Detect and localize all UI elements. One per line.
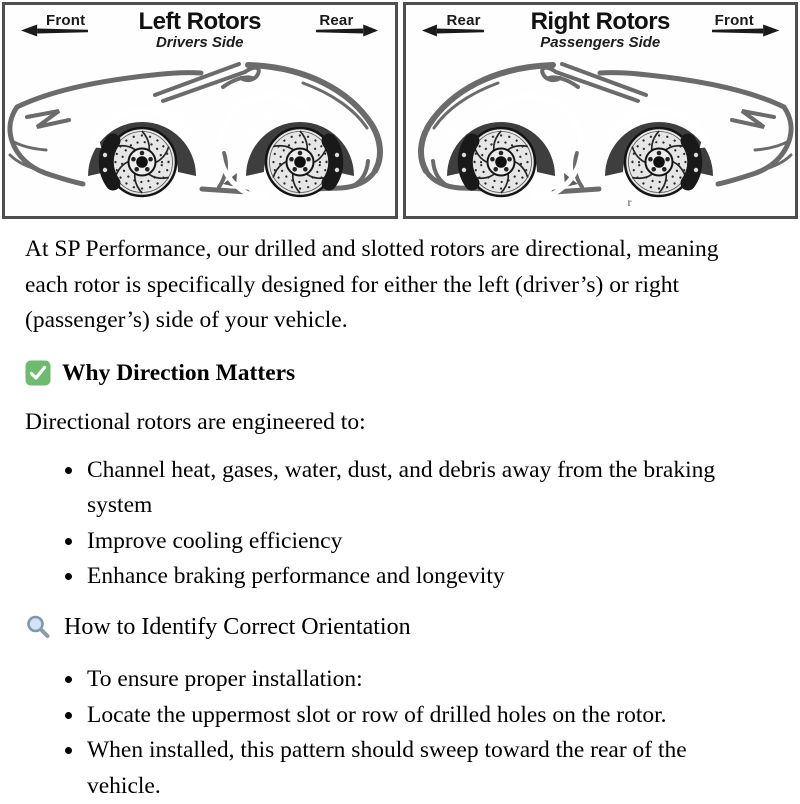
rotation-text-front: Rotation bbox=[148, 95, 206, 145]
front-direction-label bbox=[712, 12, 757, 37]
list-item: • Channel heat, gases, water, dust, and debris away from the braking system bbox=[85, 453, 755, 524]
right-arrow-icon bbox=[316, 24, 378, 37]
rear-label-text: Rear bbox=[319, 12, 354, 29]
rear-label-text: Rear bbox=[446, 12, 481, 29]
right-arrow-icon bbox=[712, 24, 779, 37]
installation-list bbox=[25, 662, 755, 804]
rotor-direction-diagram bbox=[0, 0, 800, 219]
rotation-text-rear: Rotation bbox=[443, 94, 503, 142]
why-direction-matters-heading bbox=[25, 356, 755, 392]
scan-artifact: r bbox=[627, 195, 632, 209]
list-item: • To ensure proper installation: bbox=[85, 662, 755, 698]
benefits-list bbox=[25, 453, 755, 595]
engineered-to-lead: Directional rotors are engineered to: bbox=[25, 409, 366, 435]
list-item: • Improve cooling efficiency bbox=[85, 524, 755, 560]
front-label-text: Front bbox=[714, 12, 754, 29]
list-item: • Locate the uppermost slot or row of drilled holes on the rotor. bbox=[85, 698, 755, 734]
rear-direction-label bbox=[316, 12, 356, 37]
right-panel-subtitle: Passengers Side bbox=[540, 34, 661, 51]
article-body bbox=[25, 232, 755, 804]
list-item: • When installed, this pattern should sweep toward the rear of the vehicle. bbox=[85, 733, 755, 804]
left-panel-subtitle: Drivers Side bbox=[155, 34, 244, 51]
intro-paragraph: At SP Performance, our drilled and slotted rotors are directional, meaning each rotor is specifically designed for either the left (driver’s) or right (passenger’s) side of your vehicle. bbox=[25, 236, 719, 333]
rotation-text-front: Rotation bbox=[601, 94, 661, 142]
identify-orientation-heading bbox=[25, 610, 755, 646]
check-mark-icon bbox=[25, 360, 51, 386]
magnifying-glass-icon bbox=[25, 614, 52, 641]
right-panel-title: Right Rotors bbox=[530, 8, 670, 35]
identify-heading-text: How to Identify Correct Orientation bbox=[64, 613, 411, 640]
rotation-text-rear: Rotation bbox=[243, 94, 302, 142]
right-rotors-panel bbox=[403, 2, 799, 219]
why-heading-text: Why Direction Matters bbox=[62, 359, 296, 386]
front-label-text: Front bbox=[46, 12, 86, 29]
left-panel-title: Left Rotors bbox=[138, 8, 261, 35]
list-item: • Enhance braking performance and longevity bbox=[85, 559, 755, 595]
left-rotors-panel bbox=[2, 2, 398, 219]
